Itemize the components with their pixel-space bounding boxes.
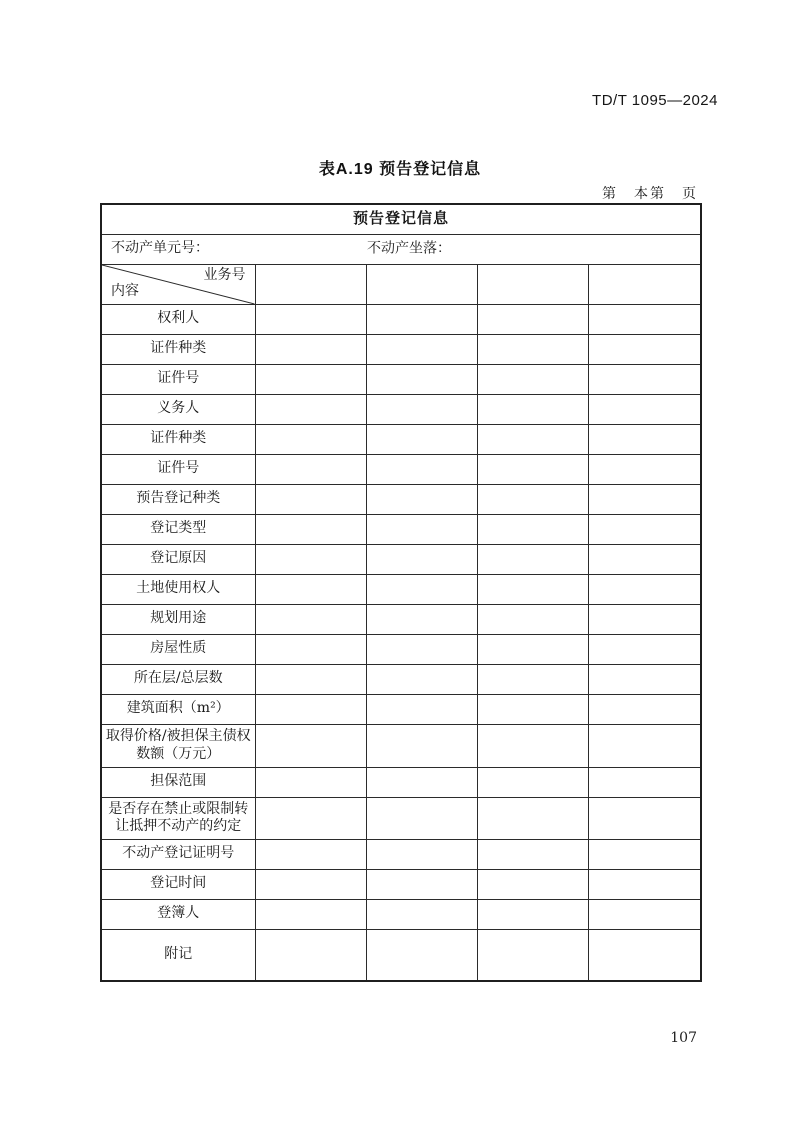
data-cell xyxy=(477,454,588,484)
row-label: 权利人 xyxy=(101,304,255,334)
row-label: 房屋性质 xyxy=(101,634,255,664)
data-cell xyxy=(255,797,366,839)
content-label: 内容 xyxy=(111,283,139,299)
data-cell xyxy=(366,454,477,484)
table-title: 预告登记信息 xyxy=(101,204,701,234)
row-label: 担保范围 xyxy=(101,767,255,797)
table-header-row xyxy=(101,204,701,234)
table-row xyxy=(101,839,701,869)
data-cell xyxy=(366,264,477,304)
data-cell xyxy=(366,304,477,334)
data-cell xyxy=(366,484,477,514)
data-cell xyxy=(255,484,366,514)
data-cell xyxy=(477,634,588,664)
data-cell xyxy=(366,797,477,839)
row-label: 登簿人 xyxy=(101,899,255,929)
data-cell xyxy=(477,839,588,869)
data-cell xyxy=(366,394,477,424)
data-cell xyxy=(366,514,477,544)
data-cell xyxy=(366,839,477,869)
data-cell xyxy=(255,544,366,574)
data-cell xyxy=(588,694,701,724)
data-cell xyxy=(588,454,701,484)
data-cell xyxy=(366,634,477,664)
data-cell xyxy=(477,767,588,797)
data-cell xyxy=(366,544,477,574)
data-cell xyxy=(477,694,588,724)
data-cell xyxy=(255,264,366,304)
table-row xyxy=(101,767,701,797)
row-label: 登记类型 xyxy=(101,514,255,544)
row-label: 义务人 xyxy=(101,394,255,424)
row-label: 所在层/总层数 xyxy=(101,664,255,694)
table-row xyxy=(101,334,701,364)
page-note: 第 本第 页 xyxy=(602,186,698,202)
data-cell xyxy=(477,664,588,694)
data-cell xyxy=(588,929,701,981)
data-cell xyxy=(588,604,701,634)
data-cell xyxy=(588,544,701,574)
data-cell xyxy=(588,424,701,454)
data-cell xyxy=(366,604,477,634)
row-label: 取得价格/被担保主债权数额（万元） xyxy=(101,724,255,767)
table-row xyxy=(101,664,701,694)
data-cell xyxy=(477,899,588,929)
unit-location-cell xyxy=(101,234,701,264)
row-label: 证件种类 xyxy=(101,424,255,454)
row-label: 证件号 xyxy=(101,454,255,484)
registration-table xyxy=(100,203,702,982)
data-cell xyxy=(255,724,366,767)
table-row xyxy=(101,724,701,767)
data-cell xyxy=(588,839,701,869)
table-row xyxy=(101,634,701,664)
row-label: 建筑面积（m²） xyxy=(101,694,255,724)
data-cell xyxy=(588,899,701,929)
data-cell xyxy=(255,767,366,797)
row-label: 不动产登记证明号 xyxy=(101,839,255,869)
data-cell xyxy=(255,839,366,869)
data-cell xyxy=(588,634,701,664)
data-cell xyxy=(366,424,477,454)
data-cell xyxy=(255,664,366,694)
row-label: 土地使用权人 xyxy=(101,574,255,604)
row-label: 规划用途 xyxy=(101,604,255,634)
row-label: 证件号 xyxy=(101,364,255,394)
data-cell xyxy=(477,484,588,514)
data-cell xyxy=(255,869,366,899)
data-cell xyxy=(477,364,588,394)
data-cell xyxy=(255,364,366,394)
diagonal-header-row xyxy=(101,264,701,304)
data-cell xyxy=(477,334,588,364)
data-cell xyxy=(366,869,477,899)
data-cell xyxy=(255,394,366,424)
data-cell xyxy=(588,484,701,514)
data-cell xyxy=(366,929,477,981)
data-cell xyxy=(366,694,477,724)
data-cell xyxy=(477,264,588,304)
row-label: 证件种类 xyxy=(101,334,255,364)
data-cell xyxy=(588,394,701,424)
row-label: 附记 xyxy=(101,929,255,981)
table-row xyxy=(101,544,701,574)
diagonal-header-cell xyxy=(101,264,255,304)
table-row xyxy=(101,694,701,724)
data-cell xyxy=(477,514,588,544)
unit-location-row xyxy=(101,234,701,264)
data-cell xyxy=(366,899,477,929)
data-cell xyxy=(588,574,701,604)
data-cell xyxy=(255,899,366,929)
row-label: 预告登记种类 xyxy=(101,484,255,514)
table-row xyxy=(101,514,701,544)
data-cell xyxy=(477,604,588,634)
table-row xyxy=(101,574,701,604)
data-cell xyxy=(477,869,588,899)
data-cell xyxy=(477,574,588,604)
row-label: 是否存在禁止或限制转让抵押不动产的约定 xyxy=(101,797,255,839)
table-row xyxy=(101,364,701,394)
data-cell xyxy=(477,797,588,839)
data-cell xyxy=(588,334,701,364)
table-row xyxy=(101,869,701,899)
business-number-label: 业务号 xyxy=(203,266,246,283)
data-cell xyxy=(366,574,477,604)
data-cell xyxy=(366,364,477,394)
data-cell xyxy=(255,604,366,634)
table-row xyxy=(101,797,701,839)
data-cell xyxy=(477,424,588,454)
data-cell xyxy=(255,424,366,454)
data-cell xyxy=(255,929,366,981)
data-cell xyxy=(255,514,366,544)
data-cell xyxy=(477,544,588,574)
table-caption: 表A.19 预告登记信息 xyxy=(318,161,482,178)
data-cell xyxy=(588,767,701,797)
table-row xyxy=(101,304,701,334)
table-row xyxy=(101,929,701,981)
row-label: 登记原因 xyxy=(101,544,255,574)
data-cell xyxy=(588,364,701,394)
data-cell xyxy=(366,664,477,694)
data-cell xyxy=(588,664,701,694)
data-cell xyxy=(588,304,701,334)
data-cell xyxy=(477,394,588,424)
data-cell xyxy=(255,694,366,724)
data-cell xyxy=(588,264,701,304)
data-cell xyxy=(588,514,701,544)
data-cell xyxy=(588,724,701,767)
data-cell xyxy=(366,334,477,364)
data-cell xyxy=(255,634,366,664)
data-cell xyxy=(588,797,701,839)
data-cell xyxy=(366,724,477,767)
data-cell xyxy=(477,304,588,334)
location-label: 不动产坐落： xyxy=(367,240,451,257)
table-row xyxy=(101,424,701,454)
standard-doc-number: TD/T 1095—2024 xyxy=(592,92,718,109)
data-cell xyxy=(366,767,477,797)
table-row xyxy=(101,604,701,634)
data-cell xyxy=(255,454,366,484)
data-cell xyxy=(588,869,701,899)
unit-number-label: 不动产单元号： xyxy=(111,240,209,257)
data-cell xyxy=(255,574,366,604)
table-row xyxy=(101,484,701,514)
data-cell xyxy=(255,334,366,364)
table-row xyxy=(101,394,701,424)
data-cell xyxy=(477,724,588,767)
table-row xyxy=(101,454,701,484)
table-row xyxy=(101,899,701,929)
data-cell xyxy=(255,304,366,334)
data-cell xyxy=(477,929,588,981)
page-number: 107 xyxy=(670,1030,697,1046)
row-label: 登记时间 xyxy=(101,869,255,899)
